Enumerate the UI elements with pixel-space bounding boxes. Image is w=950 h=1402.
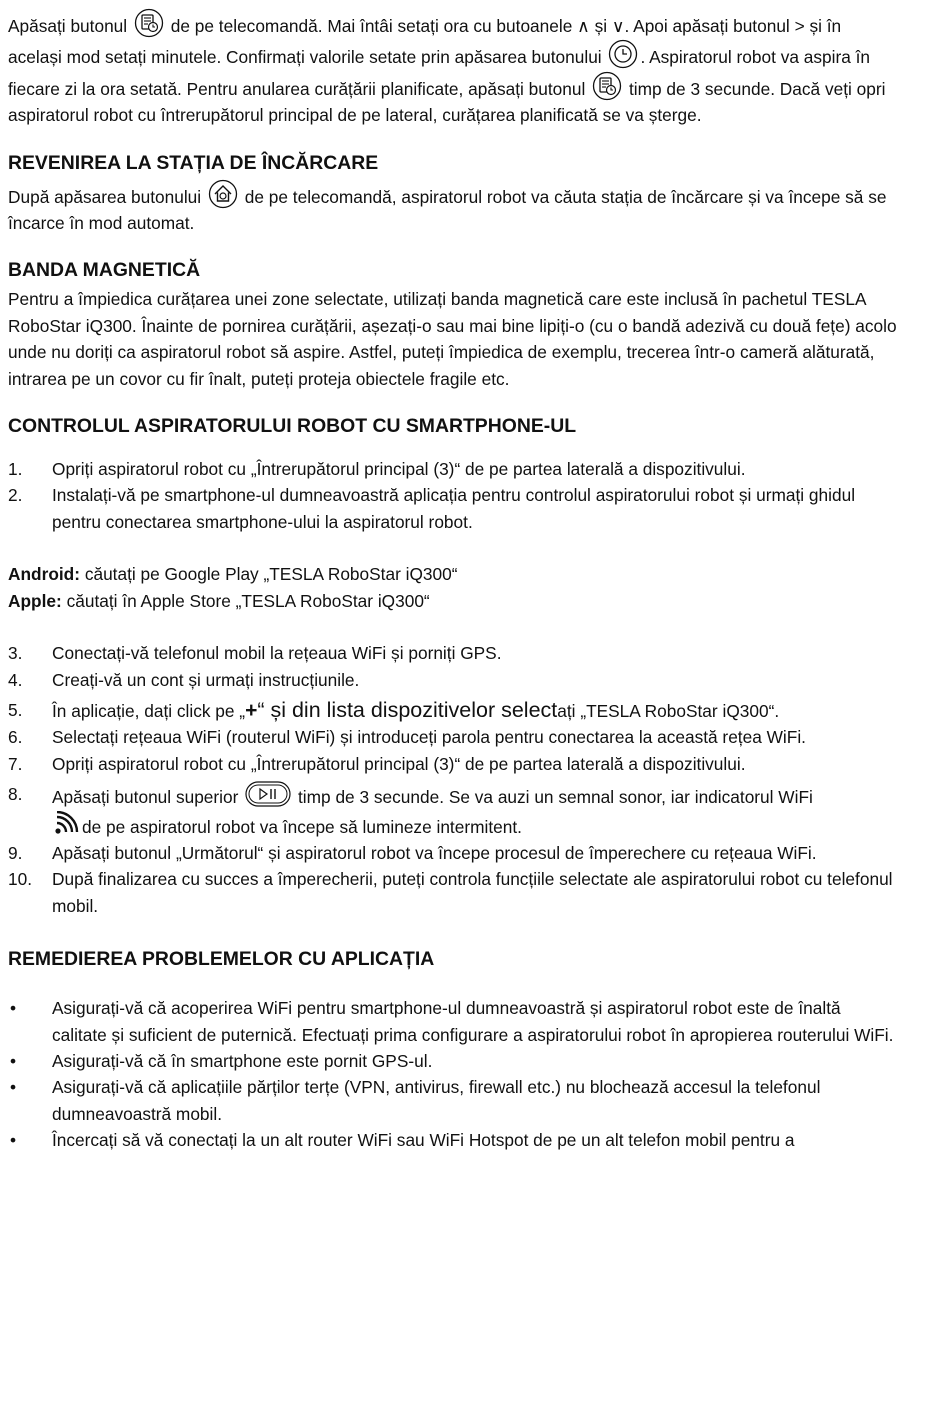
play-pause-icon bbox=[245, 781, 291, 807]
bullet-text: Asigurați-vă că în smartphone este pornit GPS-ul. bbox=[52, 1050, 433, 1071]
step-text: Creați-vă un cont și urmați instrucțiunile. bbox=[52, 669, 360, 690]
list-item bbox=[8, 866, 898, 919]
step-number: 2. bbox=[8, 485, 23, 506]
step-number: 8. bbox=[8, 784, 23, 805]
troubleshoot-list bbox=[8, 995, 898, 1153]
step-text: Opriți aspiratorul robot cu „Întrerupătorul principal (3)“ de pe partea laterală a dispozitivului. bbox=[52, 753, 746, 774]
step-text: de pe aspiratorul robot va începe să lumineze intermitent. bbox=[82, 816, 522, 837]
step-text-large: “ și din lista dispozitivelor select bbox=[257, 697, 558, 722]
bullet-text: Încercați să vă conectați la un alt router WiFi sau WiFi Hotspot de pe un alt telefon mobil pentru a bbox=[52, 1130, 795, 1151]
list-item bbox=[8, 751, 898, 777]
list-item bbox=[8, 724, 898, 750]
step-number: 7. bbox=[8, 753, 23, 774]
step-number: 1. bbox=[8, 459, 23, 480]
list-item bbox=[8, 995, 898, 1048]
list-item bbox=[8, 697, 898, 724]
return-paragraph bbox=[8, 179, 898, 237]
bullet: • bbox=[10, 1050, 17, 1071]
list-item bbox=[8, 1127, 898, 1153]
step-text: timp de 3 secunde. Se va auzi un semnal sonor, iar indicatorul WiFi bbox=[298, 787, 813, 808]
bullet-text: Asigurați-vă că acoperirea WiFi pentru smartphone-ul dumneavoastră și aspiratorul robot este de înaltă calitate și suficient de puternică. Efectuați prima configurare a aspiratorului robot în apropierea routerului WiFi. bbox=[52, 998, 894, 1045]
plus-symbol: + bbox=[245, 698, 258, 722]
list-item bbox=[8, 781, 898, 840]
schedule-text-1: Apăsați butonul bbox=[8, 16, 128, 36]
schedule-text-3: . Aspiratorul robot va aspira în fiecare zi la ora setată. Pentru anularea curățării planificate, apăsați butonul bbox=[8, 47, 871, 99]
step-number: 5. bbox=[8, 699, 23, 720]
step-text: După finalizarea cu succes a împerecherii, puteți controla funcțiile selectate ale aspiratorului robot cu telefonul mobil. bbox=[52, 869, 893, 916]
magnetic-paragraph: Pentru a împiedica curățarea unei zone selectate, utilizați banda magnetică care este inclusă în pachetul TESLA RoboStar iQ300. Înainte de pornirea curățării, așezați-o sau mai bine lipiți-o (cu o bandă adezivă cu două fețe) acolo unde nu doriți ca aspiratorul robot să aspire. Astfel, puteți împiedica de exemplu, trecerea într-o cameră alăturată, intrarea pe un covor cu fir înalt, puteți proteja obiectele fragile etc. bbox=[8, 289, 897, 389]
magnetic-heading: BANDA MAGNETICĂ bbox=[8, 259, 201, 282]
step-text: Opriți aspiratorul robot cu „Întrerupătorul principal (3)“ de pe partea laterală a dispozitivului. bbox=[52, 459, 746, 480]
list-item bbox=[8, 482, 898, 535]
apple-text: căutați în Apple Store „TESLA RoboStar iQ300“ bbox=[66, 590, 430, 611]
schedule-text-2: de pe telecomandă. Mai întâi setați ora cu butoanele ∧ și ∨. Apoi apăsați butonul > și în același mod setați minutele. Confirmați valorile setate prin apăsarea butonului bbox=[8, 16, 842, 68]
list-item bbox=[8, 1074, 898, 1127]
home-charge-icon bbox=[208, 179, 238, 209]
bullet: • bbox=[10, 998, 17, 1019]
schedule-icon bbox=[134, 8, 164, 38]
step-text: Conectați-vă telefonul mobil la rețeaua WiFi și porniți GPS. bbox=[52, 643, 502, 664]
troubleshoot-heading: REMEDIEREA PROBLEMELOR CU APLICAȚIA bbox=[8, 948, 435, 971]
step-number: 9. bbox=[8, 842, 23, 863]
document-page bbox=[8, 8, 898, 1154]
return-text-2: de pe telecomandă, aspiratorul robot va căuta stația de încărcare și va începe să se încarce în mod automat. bbox=[8, 186, 887, 234]
schedule-paragraph bbox=[8, 8, 898, 129]
step-number: 6. bbox=[8, 727, 23, 748]
list-item bbox=[8, 1048, 898, 1074]
step-number: 3. bbox=[8, 643, 23, 664]
bullet-text: Asigurați-vă că aplicațiile părților terțe (VPN, antivirus, firewall etc.) nu blochează accesul la telefonul dumneavoastră mobil. bbox=[52, 1077, 821, 1124]
schedule-text-4: timp de 3 secunde. Dacă veți opri aspiratorul robot cu întrerupătorul principal de pe lateral, curățarea planificată se va șterge. bbox=[8, 78, 886, 126]
return-text-1: După apăsarea butonului bbox=[8, 186, 202, 207]
step-number: 4. bbox=[8, 669, 23, 690]
step-text: Apăsați butonul superior bbox=[52, 787, 239, 808]
clock-icon bbox=[608, 39, 638, 69]
step-text: ați „TESLA RoboStar iQ300“. bbox=[557, 700, 780, 721]
smartphone-steps-a bbox=[8, 456, 898, 535]
bullet: • bbox=[10, 1077, 17, 1098]
list-item bbox=[8, 640, 898, 666]
step-text: În aplicație, dați click pe „ bbox=[52, 700, 246, 721]
step-text: Apăsați butonul „Următorul“ și aspiratorul robot va începe procesul de împerechere cu rețeaua WiFi. bbox=[52, 842, 817, 863]
list-item bbox=[8, 840, 898, 866]
step-text: Selectați rețeaua WiFi (routerul WiFi) și introduceți parola pentru conectarea la această rețea WiFi. bbox=[52, 727, 806, 748]
android-line bbox=[8, 561, 898, 587]
list-item bbox=[8, 456, 898, 482]
schedule-icon bbox=[592, 71, 622, 101]
apple-label: Apple: bbox=[8, 590, 62, 611]
bullet: • bbox=[10, 1130, 17, 1151]
wifi-icon bbox=[52, 811, 80, 837]
step-text: Instalați-vă pe smartphone-ul dumneavoastră aplicația pentru controlul aspiratorului robot și urmați ghidul pentru conectarea smartphone-ului la aspiratorul robot. bbox=[52, 485, 856, 532]
android-label: Android: bbox=[8, 564, 80, 585]
list-item bbox=[8, 667, 898, 693]
smartphone-steps-b bbox=[8, 640, 898, 919]
step-number: 10. bbox=[8, 869, 33, 890]
android-text: căutați pe Google Play „TESLA RoboStar iQ300“ bbox=[84, 564, 458, 585]
apple-line bbox=[8, 588, 898, 614]
return-heading: REVENIREA LA STAȚIA DE ÎNCĂRCARE bbox=[8, 151, 379, 174]
smartphone-heading: CONTROLUL ASPIRATORULUI ROBOT CU SMARTPHONE-UL bbox=[8, 415, 577, 438]
